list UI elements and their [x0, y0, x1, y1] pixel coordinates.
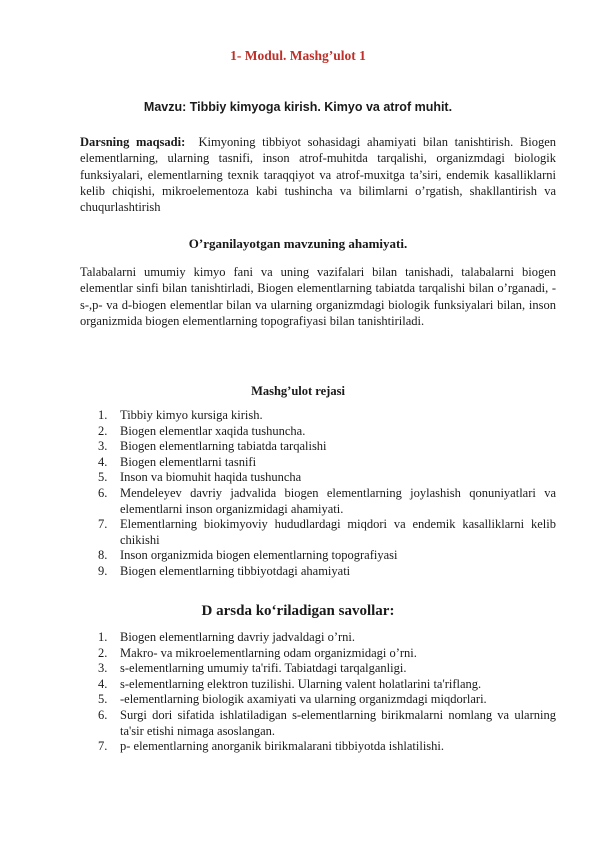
question-item-text: -elementlarning biologik axamiyati va ularning organizmdagi miqdorlari.	[120, 692, 487, 707]
questions-heading: D arsda ko‘riladigan savollar:	[201, 603, 395, 619]
question-item	[98, 677, 556, 693]
question-item-number: 7.	[98, 739, 108, 754]
question-item-text: Surgi dori sifatida ishlatiladigan s-elementlarning birikmalarni nomlang va ularning ta'sir etishi nimaga asoslangan.	[120, 707, 556, 738]
question-item-number: 5.	[98, 692, 108, 707]
plan-item	[98, 517, 556, 548]
plan-item-number: 5.	[98, 470, 108, 485]
question-item-text: Biogen elementlarning davriy jadvaldagi o’rni.	[120, 630, 355, 644]
plan-item-number: 9.	[98, 563, 108, 578]
plan-list	[98, 408, 556, 580]
plan-item-text: Inson organizmida biogen elementlarning topografiyasi	[120, 548, 398, 563]
plan-item-number: 7.	[98, 517, 108, 532]
plan-item-text: Biogen elementlarning tabiatda tarqalishi	[120, 439, 327, 454]
plan-item	[98, 486, 556, 517]
lesson-goal-paragraph	[80, 134, 556, 215]
plan-item-number: 4.	[98, 454, 108, 469]
importance-heading: O’rganilayotgan mavzuning ahamiyati.	[188, 236, 408, 251]
question-item	[98, 661, 556, 677]
question-item-number: 6.	[98, 707, 108, 722]
topic-heading: Mavzu: Tibbiy kimyoga kirish. Kimyo va atrof muhit.	[143, 100, 453, 114]
question-item-number: 1.	[98, 630, 108, 644]
plan-item-text: Biogen elementlar xaqida tushuncha.	[120, 423, 306, 438]
question-item	[98, 739, 556, 755]
question-item-text: p- elementlarning anorganik birikmalarani tibbiyotda ishlatilishi.	[120, 739, 444, 754]
plan-item-text: Biogen elementlarni tasnifi	[120, 454, 257, 469]
lesson-goal-text: Kimyoning tibbiyot sohasidagi ahamiyati bilan tanishtirish. Biogen elementlarning, ularning tasnifi, inson atrof-muhitda tarqalishi, organizmdagi biologik funksiyalari, elementlarning texnik taraqqiyot va atrof-muxitga ta’siri, endemik kasalliklarni kelib chiqishi, mikroelementoza kabi tushincha va bilimlarni o’rgatish, shakllantirish va chuqurlashtirish	[80, 135, 556, 215]
plan-item-text: Tibbiy kimyo kursiga kirish.	[120, 408, 263, 422]
plan-item	[98, 424, 556, 440]
questions-list	[98, 630, 556, 755]
plan-item-number: 1.	[98, 408, 108, 422]
plan-item-text: Elementlarning biokimyoviy hududlardagi miqdori va endemik kasalliklarni kelib chikishi	[120, 517, 556, 547]
question-item-number: 4.	[98, 676, 108, 691]
question-item	[98, 692, 556, 708]
question-item-number: 2.	[98, 645, 108, 660]
question-item-text: Makro- va mikroelementlarning odam organizmidagi o’rni.	[120, 645, 417, 660]
plan-item-number: 3.	[98, 439, 108, 454]
plan-item-text: Mendeleyev davriy jadvalida biogen elementlarning joylashish qonuniyatlari va elementlarni inson organizmidagi ahamiyati.	[120, 485, 556, 516]
question-item	[98, 646, 556, 662]
question-item-text: s-elementlarning elektron tuzilishi. Ularning valent holatlarini ta'riflang.	[120, 676, 482, 691]
importance-paragraph: Talabalarni umumiy kimyo fani va uning vazifalari bilan tanishadi, talabalarni biogen elementlar sinfi bilan tanishtirladi, Biogen elementlarning tabiatda tarqalishi bilan o’rganadi, - s-,p- va d-biogen elementlar bilan va ularning organizmdagi biologik funksiyalari bilan, inson organizmida biogen elementlarning topografiyasi bilan tanishtiriladi.	[80, 265, 556, 328]
plan-item	[98, 455, 556, 471]
plan-item	[98, 564, 556, 580]
question-item	[98, 708, 556, 739]
plan-item-number: 8.	[98, 548, 108, 563]
plan-item-number: 6.	[98, 485, 108, 500]
plan-heading: Mashg’ulot rejasi	[251, 384, 345, 398]
plan-item	[98, 439, 556, 455]
question-item-number: 3.	[98, 661, 108, 676]
lesson-goal-label: Darsning maqsadi:	[80, 135, 186, 149]
question-item-text: s-elementlarning umumiy ta'rifi. Tabiatdagi tarqalganligi.	[120, 661, 407, 676]
plan-item	[98, 470, 556, 486]
plan-item-text: Inson va biomuhit haqida tushuncha	[120, 470, 302, 485]
plan-item-text: Biogen elementlarning tibbiyotdagi ahamiyati	[120, 563, 351, 578]
plan-item-number: 2.	[98, 423, 108, 438]
plan-item	[98, 548, 556, 564]
question-item	[98, 630, 556, 646]
plan-item	[98, 408, 556, 424]
module-title: 1- Modul. Mashg’ulot 1	[230, 48, 366, 63]
